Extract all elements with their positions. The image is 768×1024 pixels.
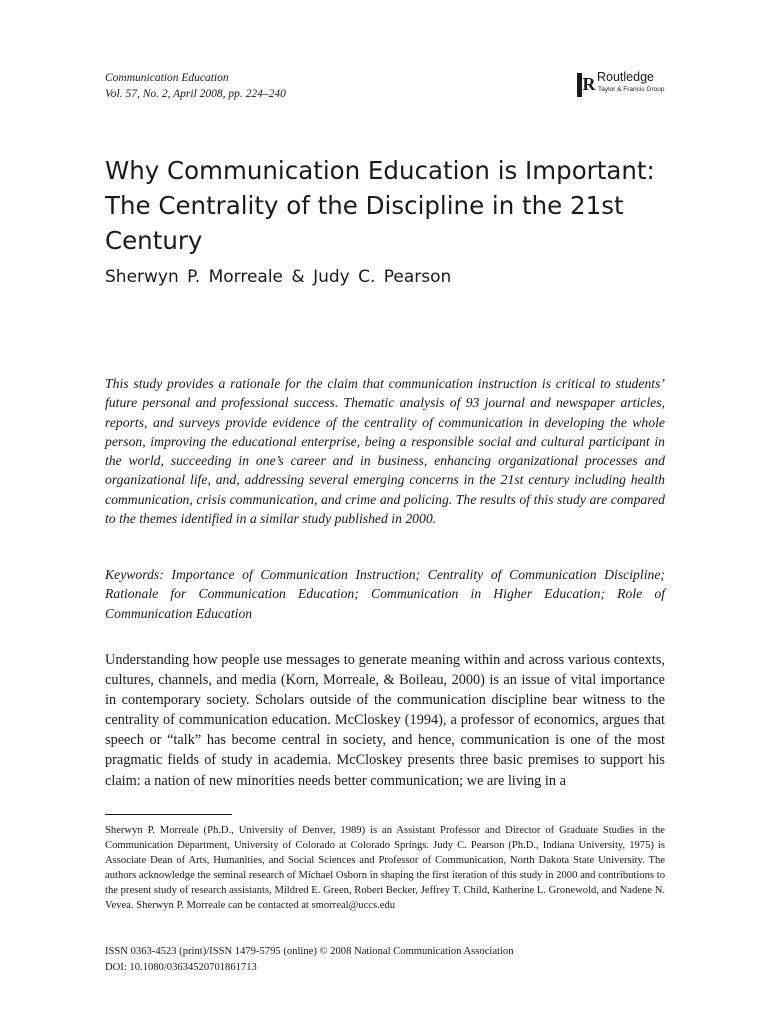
article-title: Why Communication Education is Important: The Centrality of the Discipline in the 21st Century — [105, 156, 655, 255]
journal-issue: Vol. 57, No. 2, April 2008, pp. 224–240 — [105, 88, 286, 100]
article-authors: Sherwyn P. Morreale & Judy C. Pearson — [105, 267, 452, 287]
journal-citation — [105, 70, 286, 102]
doi-line: DOI: 10.1080/03634520701861713 — [105, 962, 257, 973]
issn-copyright: ISSN 0363-4523 (print)/ISSN 1479-5795 (online) © 2008 National Communication Association — [105, 946, 514, 957]
journal-name: Communication Education — [105, 72, 229, 84]
routledge-logo-icon — [577, 72, 597, 98]
publisher-name: Routledge — [597, 70, 654, 84]
article-abstract: This study provides a rationale for the claim that communication instruction is critical to students’ future personal and professional success. Thematic analysis of 93 journal and newspaper articles, reports, and surveys provide evidence of the centrality of communication in developing the whole person, improving the educational enterprise, being a responsible social and cultural participant in the world, succeeding in one’s career and in business, enhancing organizational processes and organizational life, and, addressing several emerging concerns in the 21st century including health communication, crisis communication, and crime and policing. The results of this study are compared to the themes identified in a similar study published in 2000. — [105, 376, 665, 527]
author-note: Sherwyn P. Morreale (Ph.D., University of Denver, 1989) is an Assistant Professor and Director of Graduate Studies in the Communication Department, University of Colorado at Colorado Springs. Judy C. Pearson (Ph.D., Indiana University, 1975) is Associate Dean of Arts, Humanities, and Social Sciences and Professor of Communication, North Dakota State University. The authors acknowledge the seminal research of Michael Osborn in shaping the first iteration of this study in 2000 and contributions to the present study of research assistants, Mildred E. Green, Robert Becker, Jeffrey T. Child, Katherine L. Gronewold, and Nadene N. Vevea. Sherwyn P. Morreale can be contacted at smorreal@uccs.edu — [105, 825, 665, 911]
publisher-group: Taylor & Francis Group — [598, 86, 665, 93]
footnote-divider — [105, 814, 232, 815]
article-body-paragraph: Understanding how people use messages to generate meaning within and across various contexts, cultures, channels, and media (Korn, Morreale, & Boileau, 2000) is an issue of vital importance in contemporary society. Scholars outside of the communication discipline bear witness to the centrality of communication education. McCloskey (1994), a professor of economics, argues that speech or “talk” has become central in society, and hence, communication is one of the most pragmatic fields of study in academia. McCloskey presents three basic premises to support his claim: a nation of new minorities needs better communication; we are living in a — [105, 652, 665, 789]
article-keywords: Keywords: Importance of Communication Instruction; Centrality of Communication Discipline; Rationale for Communication Education; Communication in Higher Education; Role of Communication Education — [105, 567, 665, 621]
publisher-branding — [577, 72, 687, 100]
svg-text:R: R — [582, 74, 596, 94]
